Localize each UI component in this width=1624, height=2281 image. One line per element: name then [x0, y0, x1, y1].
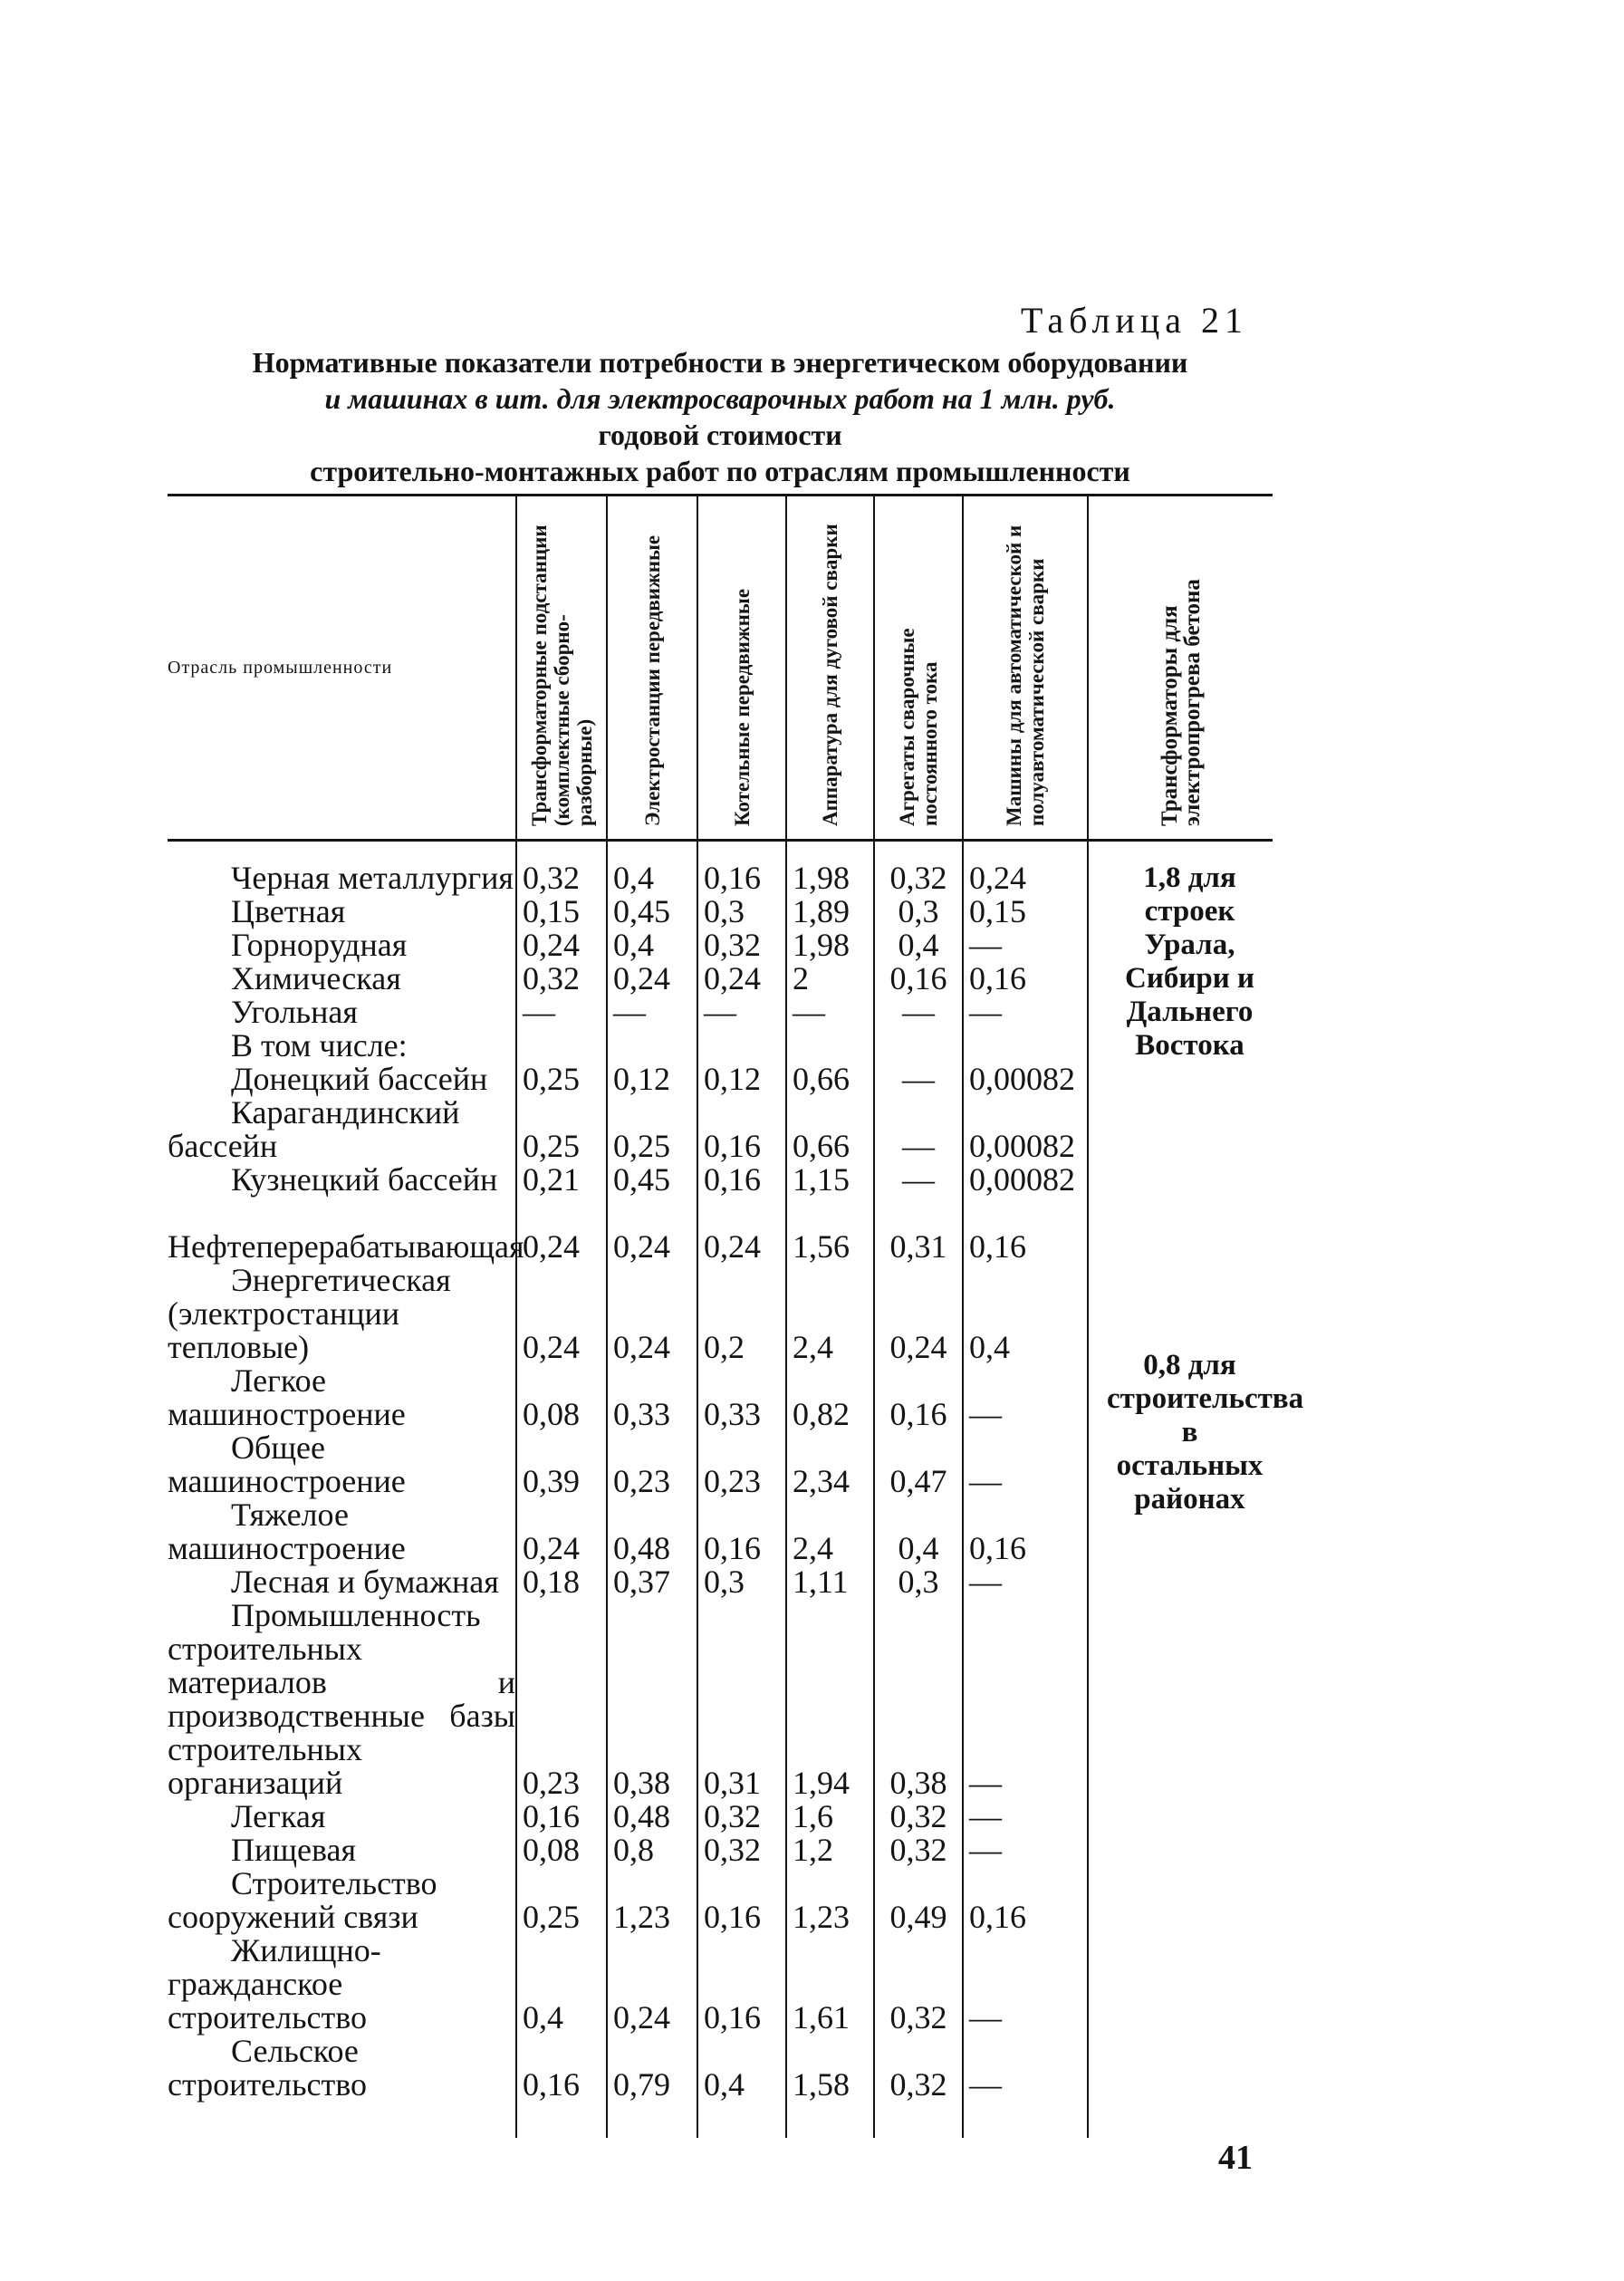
cell-col-1: 0,08: [516, 1833, 607, 1867]
header-col-2: Электростанции передвижные: [607, 496, 697, 841]
cell-col-3: 0,32: [697, 1800, 786, 1833]
table-body: [168, 841, 1304, 2139]
cell-col-2: 0,24: [607, 962, 697, 996]
cell-col-5: —: [874, 1096, 963, 1163]
cell-col-2: 0,23: [607, 1431, 697, 1498]
cell-col-3: 0,12: [697, 1063, 786, 1096]
header-col-7: Трансформаторы для электропрогрева бетона: [1088, 496, 1273, 841]
header-col-5: Агрегаты сварочные постоянного тока: [874, 496, 963, 841]
page-number: 41: [1218, 2139, 1253, 2177]
cell-col-3: 0,16: [697, 1163, 786, 1197]
cell-col-3: 0,16: [697, 1867, 786, 1934]
row-label: Цветная: [231, 893, 346, 929]
data-table: [168, 494, 1304, 2138]
cell-col-1: 0,24: [516, 929, 607, 962]
cell-col-1: 0,24: [516, 1498, 607, 1565]
cell-col-2: 0,24: [607, 1934, 697, 2035]
cell-col-6: —: [963, 929, 1088, 962]
row-label: Жилищно-гражданское строительство: [168, 1932, 381, 2036]
cell-col-4: 0,66: [786, 1096, 874, 1163]
cell-col-4: 1,58: [786, 2035, 874, 2138]
cell-col-1: 0,32: [516, 962, 607, 996]
cell-col-3: 0,16: [697, 1498, 786, 1565]
cell-col-3: 0,16: [697, 1096, 786, 1163]
row-label: Карагандинский бассейн: [168, 1094, 460, 1164]
cell-col-1: 0,16: [516, 2035, 607, 2138]
caption-line-4: строительно-монтажных работ по отраслям промышленности: [310, 455, 1130, 487]
row-label: В том числе:: [231, 1027, 408, 1064]
cell-col-6: —: [963, 1431, 1088, 1498]
row-label: Лесная и бумажная: [231, 1564, 499, 1600]
cell-col-4: 1,2: [786, 1833, 874, 1867]
row-label: Легкое машиностроение: [168, 1362, 406, 1432]
row-label: Общее машиностроение: [168, 1429, 406, 1499]
caption-line-1: Нормативные показатели потребности в энергетическом оборудовании: [252, 346, 1188, 379]
cell-col-4: 1,89: [786, 895, 874, 929]
cell-col-4: 0,82: [786, 1364, 874, 1431]
cell-col-3: 0,23: [697, 1431, 786, 1498]
cell-col-1: 0,18: [516, 1565, 607, 1599]
cell-col-3: 0,32: [697, 929, 786, 962]
cell-col-1: 0,4: [516, 1934, 607, 2035]
cell-col-3: 0,32: [697, 1833, 786, 1867]
cell-col-3: 0,4: [697, 2035, 786, 2138]
cell-col-5: 0,47: [874, 1431, 963, 1498]
cell-col-2: [607, 1029, 697, 1063]
caption-line-3: годовой стоимости: [598, 419, 842, 451]
cell-col-1: 0,25: [516, 1096, 607, 1163]
cell-col-3: 0,24: [697, 1197, 786, 1264]
cell-col-6: —: [963, 1800, 1088, 1833]
brace-line: [1087, 858, 1096, 1936]
row-label: Угольная: [231, 994, 358, 1030]
cell-col-5: 0,3: [874, 895, 963, 929]
cell-col-5: 0,16: [874, 1364, 963, 1431]
cell-col-1: 0,24: [516, 1197, 607, 1264]
cell-col-5: 0,49: [874, 1867, 963, 1934]
cell-col-3: 0,16: [697, 1934, 786, 2035]
note-other-regions: 0,8 для строительства в остальных районах: [1107, 1349, 1304, 1516]
cell-col-4: [786, 1029, 874, 1063]
cell-col-2: 0,38: [607, 1599, 697, 1800]
cell-col-6: 0,00082: [963, 1163, 1088, 1197]
header-row: [168, 496, 1273, 841]
cell-col-2: 0,37: [607, 1565, 697, 1599]
cell-col-5: 0,38: [874, 1599, 963, 1800]
cell-col-1: 0,32: [516, 841, 607, 896]
cell-col-2: 0,48: [607, 1498, 697, 1565]
cell-col-6: —: [963, 1833, 1088, 1867]
cell-col-3: 0,3: [697, 895, 786, 929]
cell-col-4: 1,23: [786, 1867, 874, 1934]
table-row: [168, 841, 1273, 896]
header-col-4: Аппаратура для дуговой сварки: [786, 496, 874, 841]
row-label: Пищевая: [231, 1832, 357, 1868]
cell-col-6: [963, 1029, 1088, 1063]
cell-col-4: 1,94: [786, 1599, 874, 1800]
row-label: Черная металлургия: [231, 860, 514, 896]
cell-col-2: 0,4: [607, 929, 697, 962]
cell-col-2: 0,25: [607, 1096, 697, 1163]
row-label: Донецкий бассейн: [231, 1061, 488, 1097]
cell-col-6: 0,4: [963, 1264, 1088, 1364]
row-label: Строительство сооружений связи: [168, 1865, 437, 1935]
cell-col-4: 2: [786, 962, 874, 996]
caption-line-2: и машинах в шт. для электросварочных работ на 1 млн. руб.: [324, 382, 1116, 415]
cell-col-4: 2,4: [786, 1498, 874, 1565]
cell-col-4: 1,98: [786, 929, 874, 962]
cell-col-4: 0,66: [786, 1063, 874, 1096]
cell-col-3: —: [697, 996, 786, 1029]
cell-col-5: —: [874, 996, 963, 1029]
cell-col-6: 0,16: [963, 1197, 1088, 1264]
cell-col-1: —: [516, 996, 607, 1029]
cell-col-1: 0,08: [516, 1364, 607, 1431]
cell-col-3: 0,31: [697, 1599, 786, 1800]
cell-col-6: 0,00082: [963, 1063, 1088, 1096]
cell-col-6: —: [963, 1565, 1088, 1599]
header-col-1: Трансформаторные подстанции (комплектные сборно-разборные): [516, 496, 607, 841]
cell-col-4: 1,56: [786, 1197, 874, 1264]
cell-col-3: [697, 1029, 786, 1063]
cell-col-4: —: [786, 996, 874, 1029]
row-label: Легкая: [231, 1798, 326, 1834]
row-label: Горнорудная: [231, 927, 408, 963]
cell-col-1: 0,39: [516, 1431, 607, 1498]
header-industry: Отрасль промышленности: [168, 496, 516, 841]
cell-col-5: 0,32: [874, 1800, 963, 1833]
cell-col-5: 0,4: [874, 929, 963, 962]
table-label: Таблица 21: [1020, 300, 1248, 341]
row-label: Сельское строительство: [168, 2033, 367, 2103]
cell-col-6: 0,15: [963, 895, 1088, 929]
cell-col-5: 0,32: [874, 1833, 963, 1867]
cell-col-6: 0,16: [963, 1867, 1088, 1934]
cell-col-4: 2,4: [786, 1264, 874, 1364]
cell-col-3: 0,16: [697, 841, 786, 896]
cell-col-2: 0,24: [607, 1197, 697, 1264]
cell-col-3: 0,2: [697, 1264, 786, 1364]
cell-col-6: —: [963, 1599, 1088, 1800]
cell-col-2: 0,4: [607, 841, 697, 896]
cell-col-5: 0,32: [874, 1934, 963, 2035]
cell-col-1: 0,21: [516, 1163, 607, 1197]
cell-col-6: 0,16: [963, 1498, 1088, 1565]
row-label: Нефтеперерабатывающая: [168, 1228, 524, 1265]
cell-col-1: [516, 1029, 607, 1063]
cell-col-5: 0,31: [874, 1197, 963, 1264]
cell-col-2: 0,8: [607, 1833, 697, 1867]
cell-col-2: 0,45: [607, 1163, 697, 1197]
cell-col-3: 0,33: [697, 1364, 786, 1431]
cell-col-1: 0,25: [516, 1063, 607, 1096]
notes-column: [1088, 841, 1304, 2139]
cell-col-5: [874, 1029, 963, 1063]
cell-col-6: —: [963, 1364, 1088, 1431]
cell-col-2: 0,12: [607, 1063, 697, 1096]
cell-col-5: 0,32: [874, 2035, 963, 2138]
cell-col-5: 0,4: [874, 1498, 963, 1565]
cell-col-6: —: [963, 996, 1088, 1029]
cell-col-4: 1,61: [786, 1934, 874, 2035]
cell-col-6: 0,16: [963, 962, 1088, 996]
cell-col-4: 1,98: [786, 841, 874, 896]
cell-col-1: 0,16: [516, 1800, 607, 1833]
cell-col-1: 0,24: [516, 1264, 607, 1364]
cell-col-2: 0,45: [607, 895, 697, 929]
cell-col-2: 0,79: [607, 2035, 697, 2138]
cell-col-2: —: [607, 996, 697, 1029]
cell-col-5: —: [874, 1063, 963, 1096]
cell-col-4: 1,11: [786, 1565, 874, 1599]
row-label: Промышленность строительных материалов и производственные базы строительных организаций: [168, 1597, 515, 1801]
cell-col-2: 0,33: [607, 1364, 697, 1431]
cell-col-4: 1,6: [786, 1800, 874, 1833]
cell-col-5: 0,32: [874, 841, 963, 896]
cell-col-4: 2,34: [786, 1431, 874, 1498]
cell-col-3: 0,3: [697, 1565, 786, 1599]
cell-col-6: —: [963, 1934, 1088, 2035]
header-col-3: Котельные передвижные: [697, 496, 786, 841]
cell-col-1: 0,25: [516, 1867, 607, 1934]
cell-col-5: 0,3: [874, 1565, 963, 1599]
cell-col-3: 0,24: [697, 962, 786, 996]
note-urals: 1,8 для строек Урала, Сибири и Дальнего Востока: [1125, 861, 1254, 1062]
cell-col-2: 1,23: [607, 1867, 697, 1934]
cell-col-1: 0,15: [516, 895, 607, 929]
header-col-6: Машины для автоматической и полуавтоматической сварки: [963, 496, 1088, 841]
cell-col-5: 0,24: [874, 1264, 963, 1364]
cell-col-2: 0,48: [607, 1800, 697, 1833]
table-caption: [168, 344, 1273, 489]
row-label: Энергетическая (электростанции тепловые): [168, 1262, 451, 1365]
cell-col-2: 0,24: [607, 1264, 697, 1364]
row-label: Кузнецкий бассейн: [231, 1161, 498, 1198]
cell-col-1: 0,23: [516, 1599, 607, 1800]
cell-col-6: 0,24: [963, 841, 1088, 896]
cell-col-6: —: [963, 2035, 1088, 2138]
cell-col-5: 0,16: [874, 962, 963, 996]
row-label: Тяжелое машиностроение: [168, 1497, 406, 1566]
cell-col-5: —: [874, 1163, 963, 1197]
cell-col-4: 1,15: [786, 1163, 874, 1197]
cell-col-6: 0,00082: [963, 1096, 1088, 1163]
row-label: Химическая: [231, 960, 401, 996]
